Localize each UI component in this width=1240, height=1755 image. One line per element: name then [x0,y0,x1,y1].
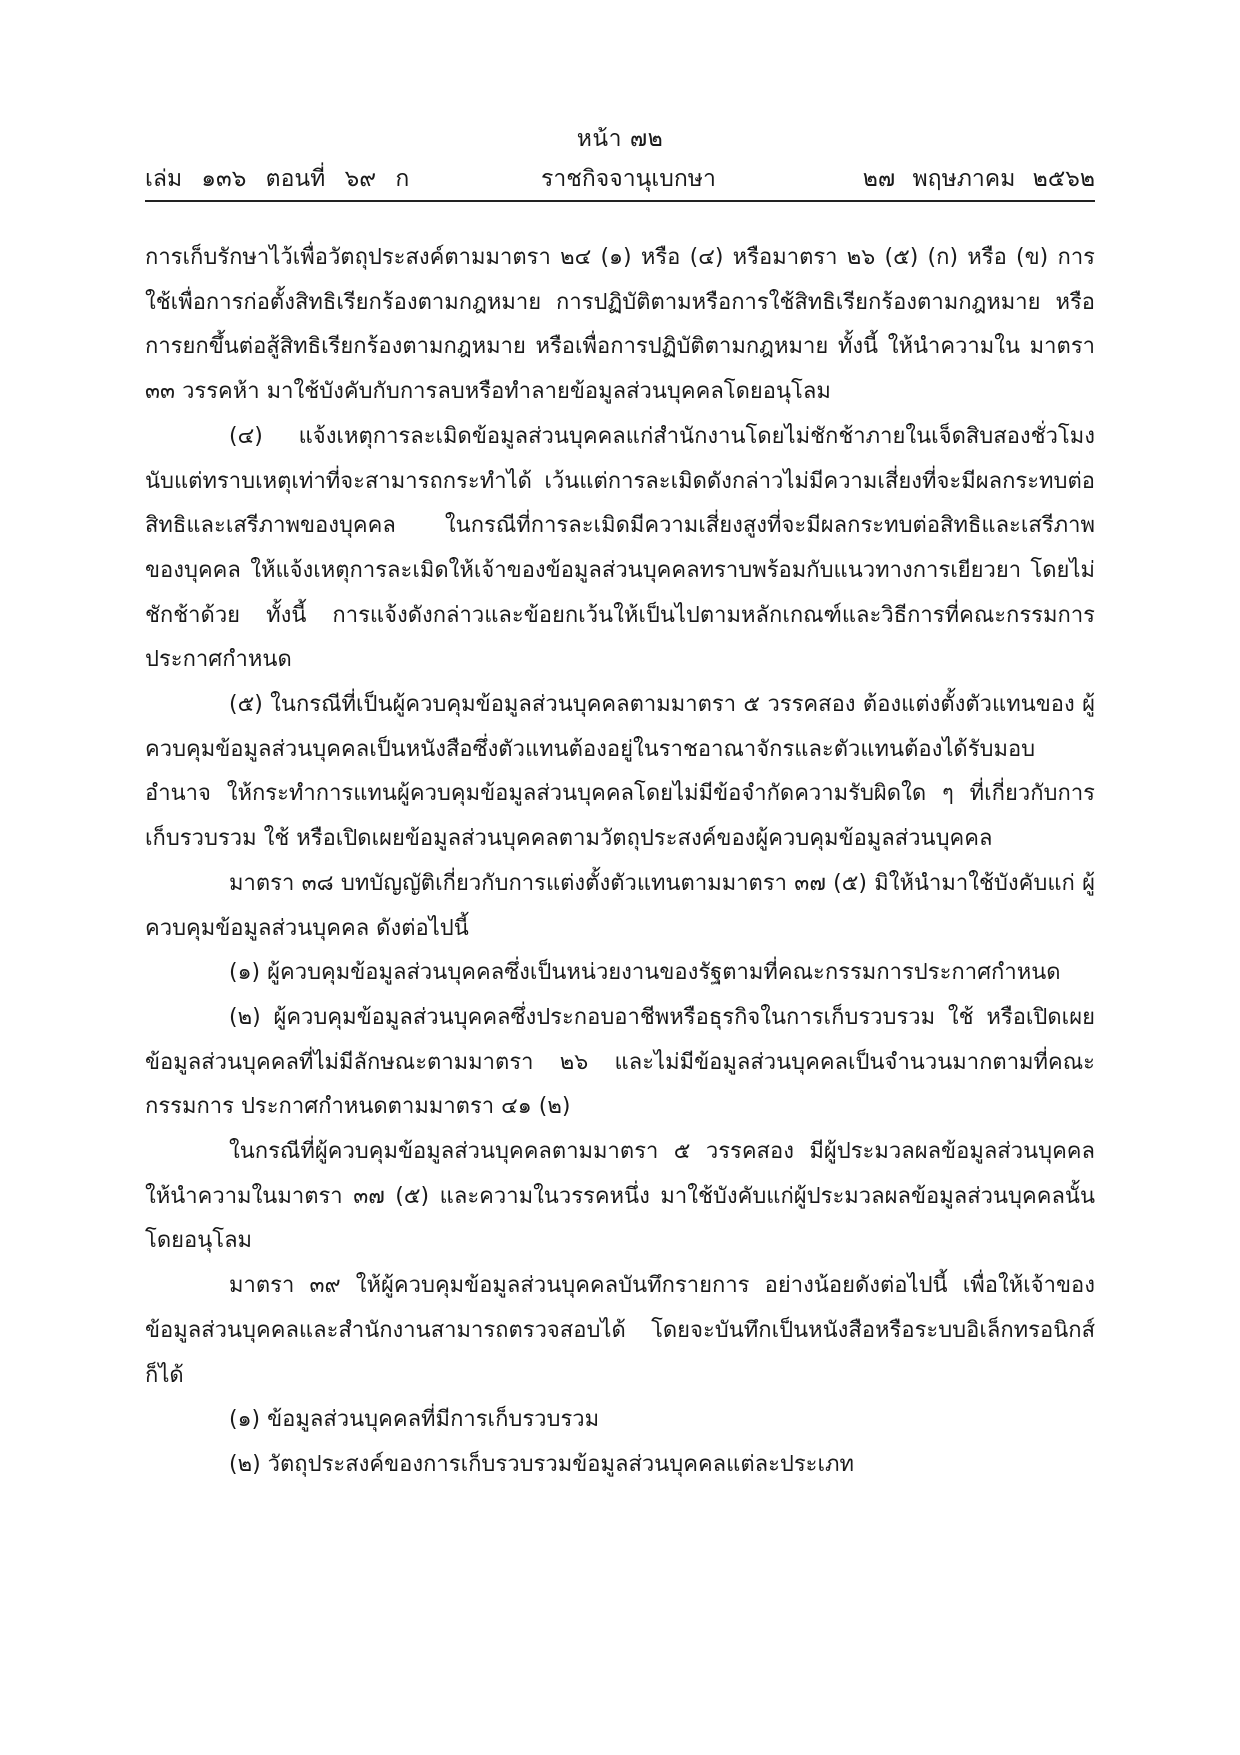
gazette-name: ราชกิจจานุเบกษา [541,166,716,192]
paragraph-continuation: การเก็บรักษาไว้เพื่อวัตถุประสงค์ตามมาตรา ๒๔ (๑) หรือ (๔) หรือมาตรา ๒๖ (๕) (ก) หรือ (ข) การใช้เพื่อการก่อตั้งสิทธิเรียกร้องตามกฎหมาย การปฏิบัติตามหรือการใช้สิทธิเรียกร้องตามกฎหมาย หรือการยกขึ้นต่อสู้สิทธิเรียกร้องตามกฎหมาย หรือเพื่อการปฏิบัติตามกฎหมาย ทั้งนี้ ให้นำความใน มาตรา ๓๓ วรรคห้า มาใช้บังคับกับการลบหรือทำลายข้อมูลส่วนบุคคลโดยอนุโลม [145,245,1095,405]
gazette-header [145,162,1095,196]
section-38-item-2: (๒) ผู้ควบคุมข้อมูลส่วนบุคคลซึ่งประกอบอาชีพหรือธุรกิจในการเก็บรวบรวม ใช้ หรือเปิดเผย ข้อมูลส่วนบุคคลที่ไม่มีลักษณะตามมาตรา ๒๖ และไม่มีข้อมูลส่วนบุคคลเป็นจำนวนมากตามที่คณะกรรมการ ประกาศกำหนดตามมาตรา ๔๑ (๒) [145,1004,1095,1120]
section-39-item-2: (๒) วัตถุประสงค์ของการเก็บรวบรวมข้อมูลส่วนบุคคลแต่ละประเภท [229,1451,855,1477]
section-38-item-1: (๑) ผู้ควบคุมข้อมูลส่วนบุคคลซึ่งเป็นหน่วยงานของรัฐตามที่คณะกรรมการประกาศกำหนด [229,960,1061,986]
document-body [145,236,1095,1488]
paragraph-item-4: (๔) แจ้งเหตุการละเมิดข้อมูลส่วนบุคคลแก่สำนักงานโดยไม่ชักช้าภายในเจ็ดสิบสองชั่วโมง นับแต่ทราบเหตุเท่าที่จะสามารถกระทำได้ เว้นแต่การละเมิดดังกล่าวไม่มีความเสี่ยงที่จะมีผลกระทบต่อ สิทธิและเสรีภาพของบุคคล ในกรณีที่การละเมิดมีความเสี่ยงสูงที่จะมีผลกระทบต่อสิทธิและเสรีภาพ ของบุคคล ให้แจ้งเหตุการละเมิดให้เจ้าของข้อมูลส่วนบุคคลทราบพร้อมกับแนวทางการเยียวยา โดยไม่ชักช้าด้วย ทั้งนี้ การแจ้งดังกล่าวและข้อยกเว้นให้เป็นไปตามหลักเกณฑ์และวิธีการที่คณะกรรมการ ประกาศกำหนด [145,423,1095,673]
publication-date: ๒๗ พฤษภาคม ๒๕๖๒ [862,166,1095,192]
header-divider [145,200,1095,202]
section-39-item-1: (๑) ข้อมูลส่วนบุคคลที่มีการเก็บรวบรวม [229,1407,600,1433]
page-number: หน้า ๗๒ [576,126,664,152]
section-38-paragraph-2: ในกรณีที่ผู้ควบคุมข้อมูลส่วนบุคคลตามมาตรา ๕ วรรคสอง มีผู้ประมวลผลข้อมูลส่วนบุคคล ให้นำความในมาตรา ๓๗ (๕) และความในวรรคหนึ่ง มาใช้บังคับแก่ผู้ประมวลผลข้อมูลส่วนบุคคลนั้น โดยอนุโลม [145,1139,1095,1254]
paragraph-item-5: (๕) ในกรณีที่เป็นผู้ควบคุมข้อมูลส่วนบุคคลตามมาตรา ๕ วรรคสอง ต้องแต่งตั้งตัวแทนของ ผู้ควบคุมข้อมูลส่วนบุคคลเป็นหนังสือซึ่งตัวแทนต้องอยู่ในราชอาณาจักรและตัวแทนต้องได้รับมอบอำนาจ ให้กระทำการแทนผู้ควบคุมข้อมูลส่วนบุคคลโดยไม่มีข้อจำกัดความรับผิดใด ๆ ที่เกี่ยวกับการเก็บรวบรวม ใช้ หรือเปิดเผยข้อมูลส่วนบุคคลตามวัตถุประสงค์ของผู้ควบคุมข้อมูลส่วนบุคคล [145,692,1095,852]
section-39: มาตรา ๓๙ ให้ผู้ควบคุมข้อมูลส่วนบุคคลบันทึกรายการ อย่างน้อยดังต่อไปนี้ เพื่อให้เจ้าของ ข้อมูลส่วนบุคคลและสำนักงานสามารถตรวจสอบได้ โดยจะบันทึกเป็นหนังสือหรือระบบอิเล็กทรอนิกส์ ก็ได้ [145,1273,1095,1388]
volume-info: เล่ม ๑๓๖ ตอนที่ ๖๙ ก [145,166,410,192]
section-38: มาตรา ๓๘ บทบัญญัติเกี่ยวกับการแต่งตั้งตัวแทนตามมาตรา ๓๗ (๕) มิให้นำมาใช้บังคับแก่ ผู้ควบคุมข้อมูลส่วนบุคคล ดังต่อไปนี้ [145,870,1095,941]
